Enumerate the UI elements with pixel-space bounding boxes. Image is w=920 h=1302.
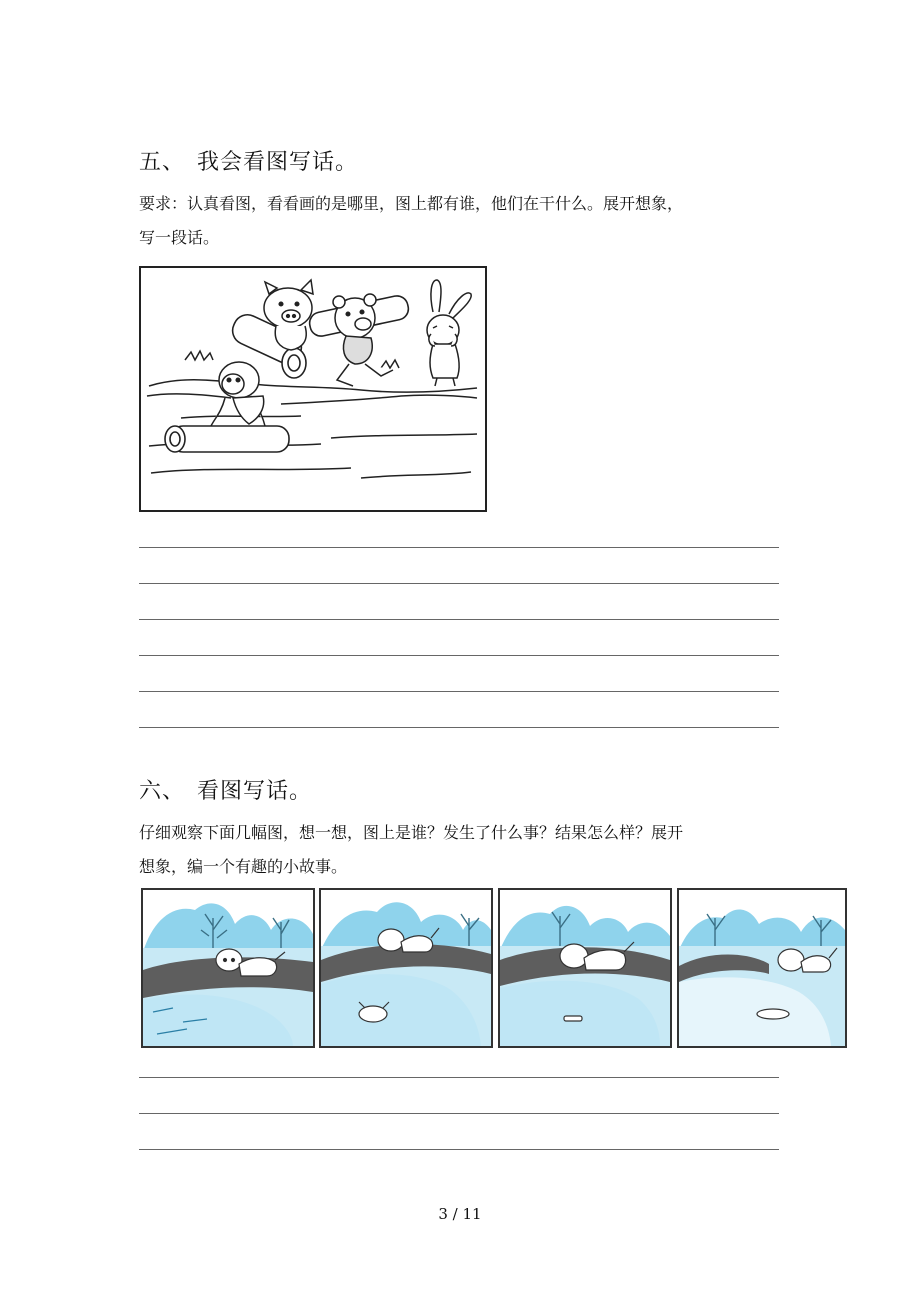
instruction-line-2: 想象，编一个有趣的小故事。 — [139, 857, 348, 876]
comic-panel-4 — [677, 888, 847, 1048]
section-5-title: 我会看图写话。 — [197, 150, 359, 175]
instruction-line-1: 仔细观察下面几幅图，想一想，图上是谁？发生了什么事？结果怎么样？展开 — [139, 823, 684, 842]
writing-line — [139, 1113, 779, 1114]
writing-line — [139, 727, 779, 728]
section-5-heading — [139, 145, 358, 176]
section-5-number: 五、 — [139, 150, 186, 175]
section-6-number: 六、 — [139, 779, 186, 804]
section-5-requirement — [139, 187, 683, 255]
writing-line — [139, 619, 779, 620]
requirement-line-2: 写一段话。 — [139, 228, 220, 247]
writing-line — [139, 583, 779, 584]
comic-panel-1 — [141, 888, 315, 1048]
section-6-title: 看图写话。 — [197, 779, 313, 804]
writing-line — [139, 1149, 779, 1150]
writing-line — [139, 655, 779, 656]
requirement-line-1: 要求：认真看图，看看画的是哪里，图上都有谁，他们在干什么。展开想象， — [139, 194, 684, 213]
writing-line — [139, 691, 779, 692]
writing-line — [139, 1077, 779, 1078]
river-logs-illustration — [139, 266, 487, 512]
writing-line — [139, 547, 779, 548]
section-6-heading — [139, 774, 312, 805]
comic-panel-2 — [319, 888, 493, 1048]
comic-panel-3 — [498, 888, 672, 1048]
page-number: 3 / 11 — [438, 1205, 482, 1223]
section-6-instruction — [139, 816, 683, 884]
